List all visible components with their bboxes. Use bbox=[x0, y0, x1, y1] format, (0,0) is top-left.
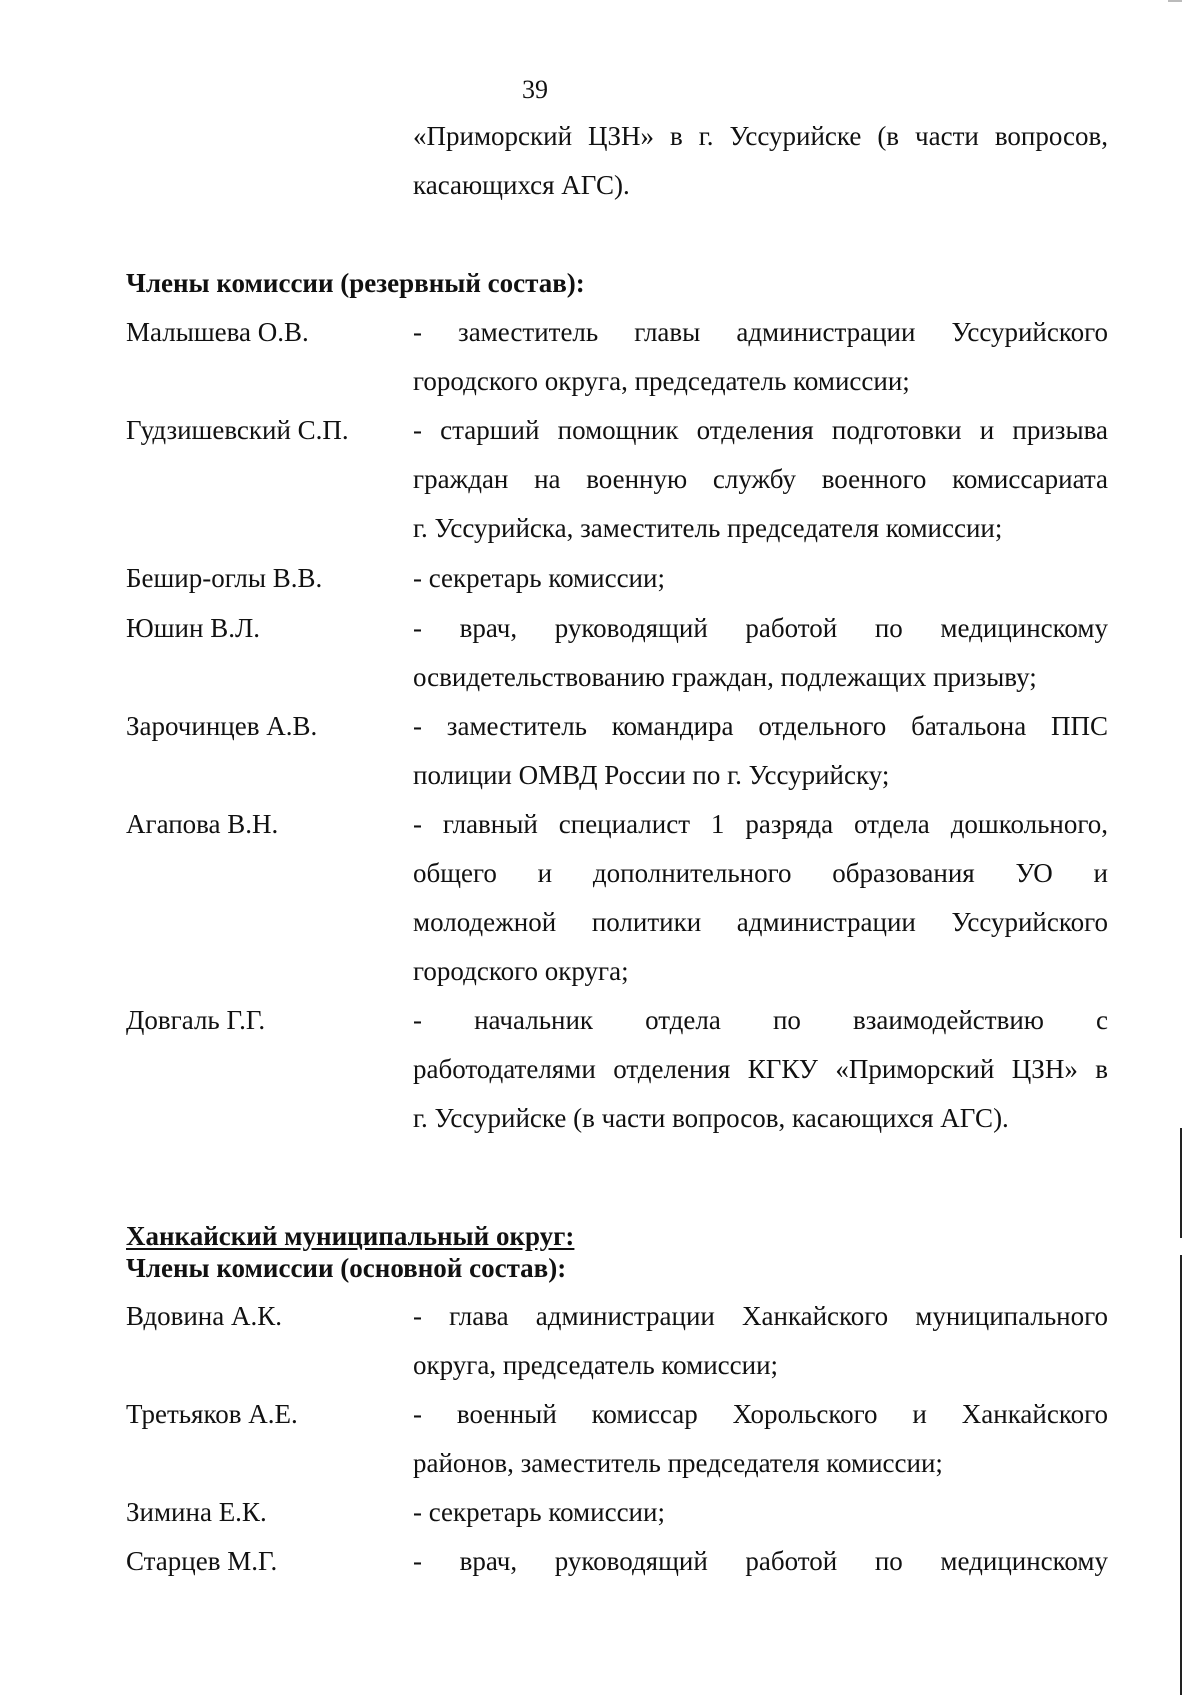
reserve-members-heading: Члены комиссии (резервный состав): bbox=[126, 268, 585, 298]
role-line: - врач, руководящий работой по медицинскому bbox=[413, 613, 1108, 643]
member-entry bbox=[126, 1005, 1108, 1133]
member-role bbox=[413, 1399, 1108, 1497]
member-name: Юшин В.Л. bbox=[126, 613, 261, 643]
scan-edge-line bbox=[1180, 1128, 1182, 1238]
member-entry bbox=[126, 415, 1108, 543]
role-line: - главный специалист 1 разряда отдела дошкольного, bbox=[413, 809, 1108, 839]
scan-edge-line bbox=[1180, 1255, 1182, 1695]
role-line: - секретарь комиссии; bbox=[413, 563, 665, 593]
role-line: - старший помощник отделения подготовки и призыва bbox=[413, 415, 1108, 445]
role-line: освидетельствованию граждан, подлежащих призыву; bbox=[413, 662, 1037, 692]
role-line: - секретарь комиссии; bbox=[413, 1497, 665, 1527]
member-entry bbox=[126, 1546, 1108, 1606]
member-name: Третьяков А.Е. bbox=[126, 1399, 298, 1429]
continuation-line: «Приморский ЦЗН» в г. Уссурийске (в части вопросов, bbox=[413, 121, 1108, 151]
role-line: - заместитель командира отдельного батальона ППС bbox=[413, 711, 1108, 741]
member-role bbox=[413, 1497, 1108, 1546]
member-name: Агапова В.Н. bbox=[126, 809, 279, 839]
member-entry bbox=[126, 613, 1108, 692]
role-line: работодателями отделения КГКУ «Приморский ЦЗН» в bbox=[413, 1054, 1108, 1084]
role-line: - врач, руководящий работой по медицинскому bbox=[413, 1546, 1108, 1576]
role-line: молодежной политики администрации Уссурийского bbox=[413, 907, 1108, 937]
role-line: городского округа, председатель комиссии; bbox=[413, 366, 910, 396]
member-entry bbox=[126, 809, 1108, 986]
member-role bbox=[413, 809, 1108, 1005]
member-name: Зарочинцев А.В. bbox=[126, 711, 318, 741]
role-line: полиции ОМВД России по г. Уссурийску; bbox=[413, 760, 890, 790]
role-line: общего и дополнительного образования УО и bbox=[413, 858, 1108, 888]
main-members-heading: Члены комиссии (основной состав): bbox=[126, 1253, 567, 1283]
member-role bbox=[413, 1005, 1108, 1152]
member-role bbox=[413, 1546, 1108, 1595]
role-line: граждан на военную службу военного комиссариата bbox=[413, 464, 1108, 494]
role-line: - заместитель главы администрации Уссурийского bbox=[413, 317, 1108, 347]
role-line: г. Уссурийске (в части вопросов, касающихся АГС). bbox=[413, 1103, 1009, 1133]
member-entry bbox=[126, 1399, 1108, 1478]
member-entry bbox=[126, 1301, 1108, 1380]
district-heading: Ханкайский муниципальный округ: bbox=[126, 1221, 575, 1251]
member-name: Бешир-оглы В.В. bbox=[126, 563, 323, 593]
member-name: Гудзишевский С.П. bbox=[126, 415, 349, 445]
member-name: Зимина Е.К. bbox=[126, 1497, 267, 1527]
role-line: - начальник отдела по взаимодействию с bbox=[413, 1005, 1108, 1035]
role-line: районов, заместитель председателя комиссии; bbox=[413, 1448, 943, 1478]
member-role bbox=[413, 613, 1108, 711]
member-name: Старцев М.Г. bbox=[126, 1546, 278, 1576]
member-entry bbox=[126, 317, 1108, 396]
member-role bbox=[413, 415, 1108, 562]
scan-mark bbox=[1168, 0, 1182, 2]
role-line: г. Уссурийска, заместитель председателя комиссии; bbox=[413, 513, 1003, 543]
member-name: Вдовина А.К. bbox=[126, 1301, 282, 1331]
role-line: - военный комиссар Хорольского и Ханкайского bbox=[413, 1399, 1108, 1429]
member-entry bbox=[126, 711, 1108, 790]
member-name: Довгаль Г.Г. bbox=[126, 1005, 266, 1035]
role-line: городского округа; bbox=[413, 956, 629, 986]
member-role bbox=[413, 317, 1108, 415]
member-role bbox=[413, 563, 1108, 612]
role-line: округа, председатель комиссии; bbox=[413, 1350, 779, 1380]
member-role bbox=[413, 711, 1108, 809]
member-role bbox=[413, 1301, 1108, 1399]
continuation-line: касающихся АГС). bbox=[413, 170, 630, 200]
role-line: - глава администрации Ханкайского муниципального bbox=[413, 1301, 1108, 1331]
member-name: Малышева О.В. bbox=[126, 317, 309, 347]
page-number: 39 bbox=[522, 75, 548, 104]
